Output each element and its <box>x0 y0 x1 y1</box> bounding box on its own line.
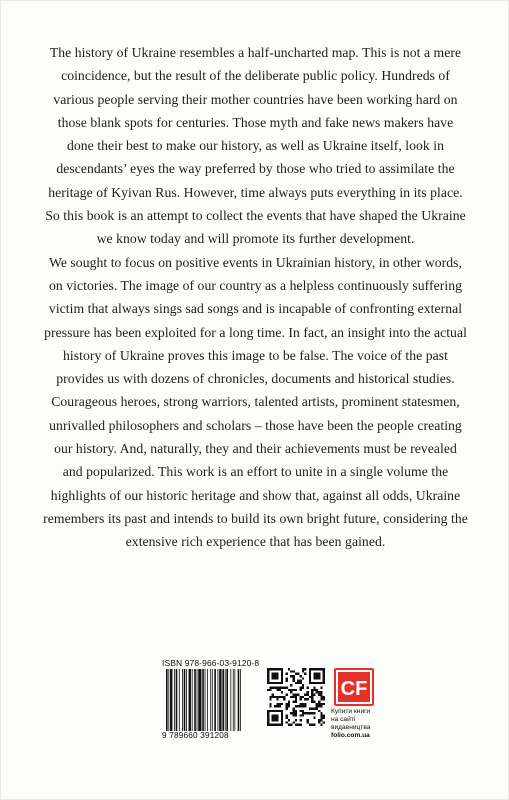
back-cover-blurb <box>43 41 468 554</box>
promo-site: folio.com.ua <box>331 732 370 739</box>
qr-code-icon <box>267 668 325 726</box>
blurb-paragraph-1: The history of Ukraine resembles a half-uncharted map. This is not a mere coincidence, but the result of the deliberate public policy. Hundreds of various people serving their mother countries have been working hard on those blank spots for centuries. Those myth and fake news makers have done their best to make our history, as well as Ukraine itself, look in descendants’ eyes the way preferred by those who tried to assimilate the heritage of Kyivan Rus. However, time always puts everything in its place. So this book is an attempt to collect the events that have shaped the Ukraine we know today and will promote its further development. <box>45 45 466 247</box>
promo-line-2: на сайті <box>331 716 356 723</box>
barcode <box>162 669 258 745</box>
barcode-icon <box>166 669 256 731</box>
publisher-logo-icon <box>334 668 374 706</box>
blurb-paragraph-2: We sought to focus on positive events in Ukrainian history, in other words, on victories. The image of our country as a helpless continuously suffering victim that always sings sad songs and is incapable of confronting external pressure has been exploited for a long time. In fact, an insight into the actual history of Ukraine proves this image to be false. The voice of the past provides us with dozens of chronicles, documents and historical studies. Courageous heroes, strong warriors, talented artists, prominent statesmen, unrivalled philosophers and scholars – those have been the people creating our history. And, naturally, they and their achievements must be revealed and popularized. This work is an effort to unite in a single volume the highlights of our historic heritage and show that, against all odds, Ukraine remembers its past and intends to build its own bright future, considering the extensive rich experience that has been gained. <box>43 254 468 550</box>
promo-line-3: видавництва <box>331 724 371 731</box>
svg-text:CF: CF <box>340 678 368 700</box>
publisher-promo <box>331 708 383 740</box>
isbn-label: ISBN 978-966-03-9120-8 <box>162 658 260 668</box>
barcode-digits: 9 789660 391208 <box>162 731 229 740</box>
promo-line-1: Купити книги <box>331 708 371 715</box>
